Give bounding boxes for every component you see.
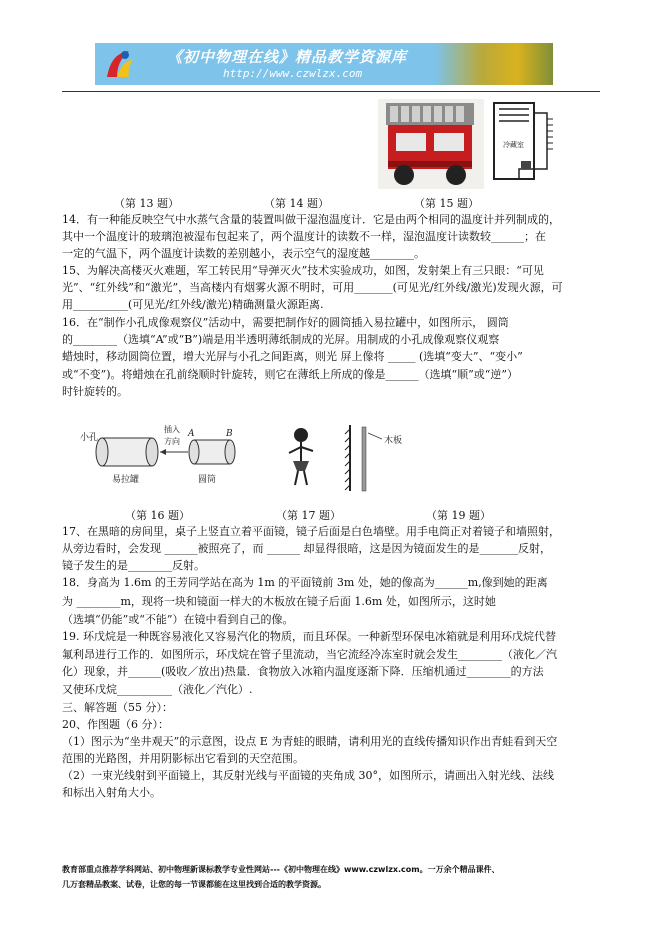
label-direction: 方向 bbox=[164, 437, 180, 446]
caption-fig13: （第 13 题） bbox=[114, 197, 179, 210]
text-line: 或“不变”)。将蜡烛在孔前绕顺时针旋转，则它在薄纸上所成的像是______（选填“顺”或“逆”） bbox=[62, 368, 519, 381]
fire-truck-image bbox=[378, 99, 484, 189]
text-line: 其中一个温度计的玻璃泡被湿布包起来了，两个温度计的读数不一样，湿泡温度计读数较______；在 bbox=[62, 230, 546, 243]
refrigerator-diagram bbox=[489, 99, 567, 185]
caption-fig17: （第 17 题） bbox=[276, 509, 341, 522]
text-line: 镜子发生的是________反射。 bbox=[62, 559, 205, 572]
text-line: 氟利昂进行工作的．如图所示，环戊烷在管子里流动，当它流经冷冻室时就会发生________（液化／汽 bbox=[62, 648, 557, 661]
text-line: 用__________(可见光/红外线/激光)精确测量火源距离. bbox=[62, 298, 324, 311]
text-line: 蜡烛时，移动圆筒位置，增大光屏与小孔之间距离，则光 屏上像将 _____ (选填“变大”、“变小” bbox=[62, 350, 523, 363]
pinhole-viewer-diagram bbox=[80, 420, 240, 488]
girl-figure bbox=[281, 425, 321, 487]
text-line: 19. 环戊烷是一种既容易液化又容易汽化的物质，而且环保。一种新型环保电冰箱就是利用环戊烷代替 bbox=[62, 630, 556, 643]
caption-fig16: （第 16 题） bbox=[125, 509, 190, 522]
text-line: 17、在黑暗的房间里，桌子上竖直立着平面镜，镜子后面是白色墙壁。用手电筒正对着镜子和墙照射， bbox=[62, 525, 560, 538]
text-line: 20、作图题（6 分）： bbox=[62, 718, 169, 731]
caption-fig14: （第 14 题） bbox=[264, 197, 329, 210]
text-line: 一定的气温下，两个温度计读数的差别越小，表示空气的湿度越________。 bbox=[62, 247, 425, 260]
label-board: 木板 bbox=[384, 436, 403, 446]
text-line: （2）一束光线射到平面镜上，其反射光线与平面镜的夹角成 30°，如图所示，请画出入射光线、法线 bbox=[62, 769, 554, 782]
text-line: 18．身高为 1.6m 的王芳同学站在高为 1m 的平面镜前 3m 处，她的像高为______m,像到她的距离 bbox=[62, 576, 548, 589]
header-divider bbox=[62, 91, 600, 92]
caption-fig19: （第 19 题） bbox=[426, 509, 491, 522]
text-line: 光”、“红外线”和“激光”，当高楼内有烟雾火源不明时，可用_______(可见光/红外线/激光)发现火源，可 bbox=[62, 281, 563, 294]
mirror-board-diagram bbox=[322, 423, 442, 493]
text-line: 的________（选填“A”或“B”)端是用半透明薄纸制成的光屏。用制成的小孔成像观察仪观察 bbox=[62, 333, 500, 346]
text-line: （1）图示为“坐井观天”的示意图，设点 E 为青蛙的眼睛，请利用光的直线传播知识作出青蛙看到天空 bbox=[62, 735, 558, 748]
text-line: 为 ________m，现将一块和镜面一样大的木板放在镜子后面 1.6m 处，如图所示，这时她 bbox=[62, 595, 496, 608]
text-line: 范围的光路图，并用阴影标出它看到的天空范围。 bbox=[62, 752, 304, 765]
text-line: 15、为解决高楼灭火难题，军工转民用“导弹灭火”技术实验成功，如图，发射架上有三只眼：“可见 bbox=[62, 264, 544, 277]
site-title: 《初中物理在线》精品教学资源库 bbox=[167, 48, 408, 66]
text-line: 化）现象，并______(吸收／放出)热量．食物放入冰箱内温度逐渐下降．压缩机通过________的方法 bbox=[62, 665, 544, 678]
footer-line-1: 教育部重点推荐学科网站、初中物理新课标教学专业性网站---《初中物理在线》www.czwlzx.com。一万余个精品课件、 bbox=[62, 865, 500, 874]
text-line: 16．在“制作小孔成像观察仪”活动中，需要把制作好的圆筒插入易拉罐中，如图所示， 圆筒 bbox=[62, 316, 509, 329]
site-url[interactable]: http://www.czwlzx.com bbox=[223, 67, 363, 80]
footer-line-2: 几万套精品教案、试卷，让您的每一节课都能在这里找到合适的教学资源。 bbox=[62, 880, 326, 889]
label-insert: 插入 bbox=[164, 425, 180, 434]
text-line: 从旁边看时，会发现 ______被照亮了，而 ______ 却显得很暗，这是因为镜面发生的是_______反射， bbox=[62, 542, 551, 555]
site-logo-icon bbox=[103, 47, 137, 81]
caption-fig15: （第 15 题） bbox=[414, 197, 479, 210]
label-a: A bbox=[188, 429, 195, 439]
header-banner bbox=[95, 43, 553, 85]
text-line: 14．有一种能反映空气中水蒸气含量的装置叫做干湿泡温度计．它是由两个相同的温度计并列制成的， bbox=[62, 213, 560, 226]
text-line: 又使环戊烷__________（液化／汽化）. bbox=[62, 683, 253, 696]
text-line: （选填“仍能”或“不能”）在镜中看到自己的像。 bbox=[62, 613, 294, 626]
sunflower-image bbox=[435, 43, 553, 85]
label-can: 易拉罐 bbox=[112, 475, 140, 485]
text-line: 和标出入射角大小。 bbox=[62, 786, 161, 799]
text-line: 三、解答题（55 分）： bbox=[62, 701, 173, 714]
label-tube: 圆筒 bbox=[198, 475, 217, 485]
text-line: 时针旋转的。 bbox=[62, 385, 128, 398]
label-hole: 小孔 bbox=[80, 433, 99, 443]
label-b: B bbox=[226, 429, 233, 439]
fridge-label: 冷藏室 bbox=[503, 141, 524, 149]
